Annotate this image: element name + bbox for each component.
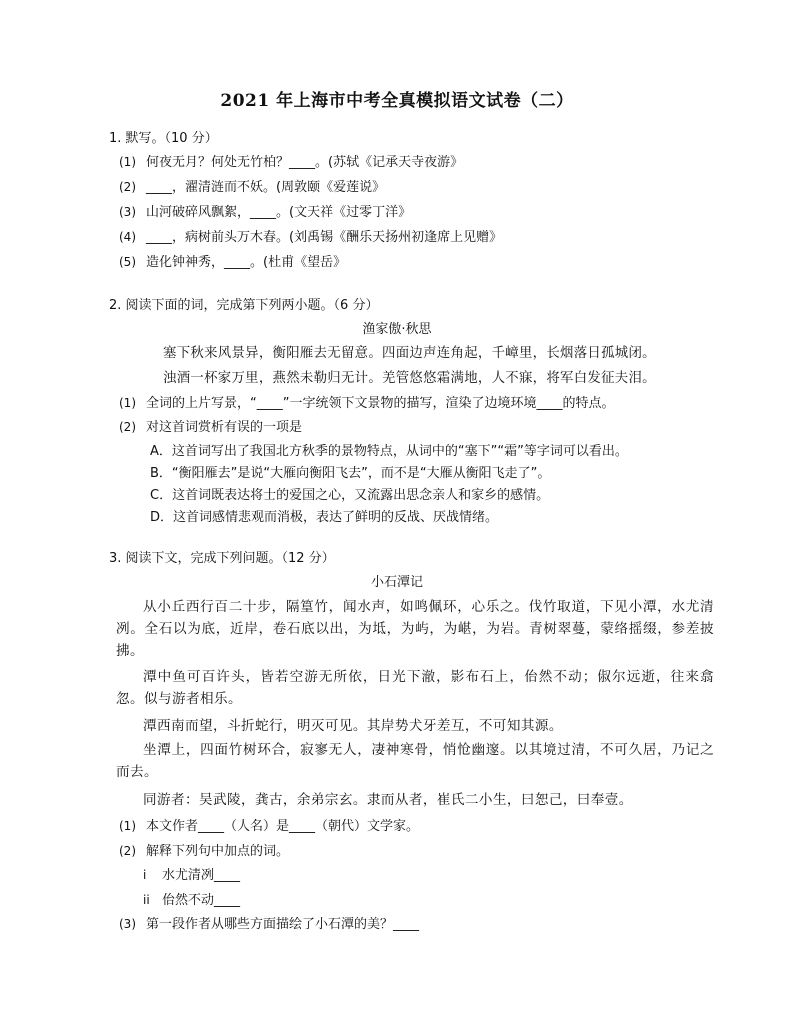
article-paragraph: 潭中鱼可百许头，皆若空游无所依，日光下澈，影布石上，佁然不动；俶尔远逝，往来翕忽。似与游者相乐。 [116, 669, 714, 707]
article-paragraph: 坐潭上，四面竹树环合，寂寥无人，凄神寒骨，悄怆幽邃。以其境过清，不可久居，乃记之而去。 [116, 742, 714, 780]
choice-option-a: A．这首词写出了我国北方秋季的景物特点，从词中的“塞下”“霜”等字词可以看出。 [150, 444, 628, 459]
q3-item-number: (2) [119, 844, 136, 858]
q3-item-number: (3) [119, 917, 136, 931]
q3-subitem-number: ii [143, 893, 150, 907]
q2-item-text: 对这首词赏析有误的一项是 [146, 420, 303, 435]
q1-item-text: 何夜无月？何处无竹柏？____。(苏轼《记承天寺夜游》 [146, 155, 464, 170]
q3-item-text: 第一段作者从哪些方面描绘了小石潭的美？____ [146, 917, 420, 932]
q3-item-number: (1) [119, 819, 136, 833]
q1-item-text: ____，濯清涟而不妖。(周敦颐《爱莲说》 [146, 180, 386, 195]
q2-item-number: (1) [119, 396, 136, 410]
choice-option-d: D．这首词感情悲观而消极，表达了鲜明的反战、厌战情绪。 [150, 510, 499, 525]
q3-item-text: 本文作者____（人名）是____（朝代）文学家。 [146, 819, 420, 834]
article-paragraph: 从小丘西行百二十步，隔篁竹，闻水声，如鸣佩环，心乐之。伐竹取道，下见小潭，水尤清冽。全石以为底，近岸，卷石底以出，为坻，为屿，为嵁，为岩。青树翠蔓，蒙络摇缀，参差披拂。 [116, 599, 714, 659]
q3-subitem-number: i [143, 868, 147, 882]
q3-subitem-text: 水尤清冽____ [162, 868, 241, 883]
poem-title: 渔家傲·秋思 [362, 322, 432, 337]
q2-item-text: 全词的上片写景，“____”一字统领下文景物的描写，渲染了边境环境____的特点。 [146, 396, 615, 411]
question-2-heading: 2. 阅读下面的词，完成第下列两小题。（6 分） [109, 298, 379, 313]
q1-item-text: ____，病树前头万木春。(刘禹锡《酬乐天扬州初逢席上见赠》 [146, 230, 503, 245]
poem-line: 塞下秋来风景异，衡阳雁去无留意。四面边声连角起，千嶂里，长烟落日孤城闭。 [163, 346, 656, 361]
q3-item-text: 解释下列句中加点的词。 [146, 844, 290, 859]
q1-item-text: 造化钟神秀，____。(杜甫《望岳》 [146, 255, 347, 270]
poem-line: 浊酒一杯家万里，燕然未勒归无计。羌管悠悠霜满地，人不寐，将军白发征夫泪。 [163, 371, 656, 386]
article-paragraph: 同游者：吴武陵，龚古，余弟宗玄。隶而从者，崔氏二小生，曰恕己，曰奉壹。 [143, 792, 633, 808]
q1-item-number: (1) [119, 155, 136, 169]
q3-subitem-text: 佁然不动____ [162, 893, 241, 908]
question-3-heading: 3. 阅读下文，完成下列问题。（12 分） [109, 551, 335, 566]
choice-option-c: C．这首词既表达将士的爱国之心，又流露出思念亲人和家乡的感情。 [150, 488, 550, 503]
q1-item-number: (5) [119, 255, 136, 269]
q1-item-text: 山河破碎风飘絮，____。(文天祥《过零丁洋》 [146, 205, 412, 220]
exam-title: 2021 年上海市中考全真模拟语文试卷（二） [220, 91, 574, 111]
q1-item-number: (2) [119, 180, 136, 194]
choice-option-b: B．“衡阳雁去”是说“大雁向衡阳飞去”，而不是“大雁从衡阳飞走了”。 [150, 466, 551, 481]
article-paragraph: 潭西南而望，斗折蛇行，明灭可见。其岸势犬牙差互，不可知其源。 [143, 718, 563, 734]
q1-item-number: (3) [119, 205, 136, 219]
article-title: 小石潭记 [370, 575, 423, 590]
question-1-heading: 1. 默写。（10 分） [109, 131, 218, 146]
q1-item-number: (4) [119, 230, 136, 244]
q2-item-number: (2) [119, 420, 136, 434]
